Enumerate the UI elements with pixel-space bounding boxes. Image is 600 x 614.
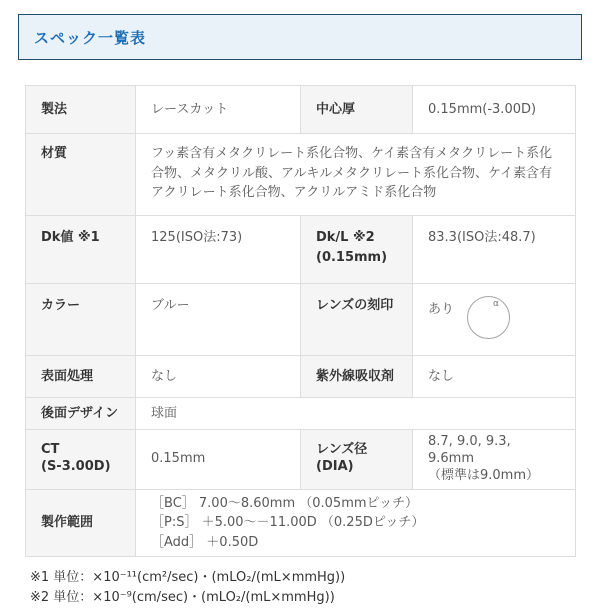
value-lens-diameter-line2: （標準は9.0mm） — [428, 467, 540, 483]
value-center-thickness: 0.15mm(-3.00D) — [413, 86, 576, 134]
footnote-2: ※2 単位：×10⁻⁹(cm/sec)・(mLO₂/(mL×mmHg)) — [30, 590, 335, 606]
engraving-alpha-mark: α — [493, 299, 499, 309]
label-center-thickness: 中心厚 — [301, 86, 413, 134]
label-back-surface-design: 後面デザイン — [26, 398, 136, 430]
value-manufacturing-method: レースカット — [136, 86, 301, 134]
page-title-bar — [18, 14, 582, 60]
spec-table — [25, 85, 576, 557]
value-surface-treatment: なし — [136, 356, 301, 398]
value-dk-l: 83.3(ISO法:48.7) — [413, 216, 576, 284]
label-ct-line1: CT — [41, 442, 60, 458]
label-manufacturing-method: 製法 — [26, 86, 136, 134]
value-material: フッ素含有メタクリレート系化合物、ケイ素含有メタクリレート系化合物、メタクリル酸、アルキルメタクリレート系化合物、ケイ素含有アクリレート系化合物、アクリルアミド系化合物 — [136, 134, 576, 216]
value-lens-diameter-line1: 8.7, 9.0, 9.3, 9.6mm — [428, 434, 511, 466]
row-ct — [26, 430, 576, 490]
label-ct — [26, 430, 136, 490]
label-production-range: 製作範囲 — [26, 489, 136, 557]
engraving-presence: あり — [428, 302, 455, 317]
value-dk-value: 125(ISO法:73) — [136, 216, 301, 284]
value-back-surface-design: 球面 — [136, 398, 576, 430]
label-ct-line2: (S-3.00D) — [41, 459, 111, 475]
production-range-add: ［Add］ ＋0.50D — [151, 534, 259, 550]
production-range-ps: ［P:S］ ＋5.00～－11.00D （0.25Dピッチ） — [151, 515, 425, 531]
row-manufacturing-method — [26, 86, 576, 134]
label-dk-l-line1: Dk/L ※2 — [316, 230, 375, 245]
footnotes — [30, 568, 600, 608]
label-material: 材質 — [26, 134, 136, 216]
value-ct: 0.15mm — [136, 430, 301, 490]
label-dk-l-line2: (0.15mm) — [316, 249, 388, 265]
value-production-range — [136, 489, 576, 557]
value-lens-diameter — [413, 430, 576, 490]
label-dk-value: Dk値 ※1 — [26, 216, 136, 284]
value-uv-absorber: なし — [413, 356, 576, 398]
label-color: カラー — [26, 284, 136, 356]
label-uv-absorber: 紫外線吸収剤 — [301, 356, 413, 398]
production-range-bc: ［BC］ 7.00～8.60mm （0.05mmピッチ） — [151, 495, 419, 511]
value-lens-engraving — [413, 284, 576, 356]
label-surface-treatment: 表面処理 — [26, 356, 136, 398]
row-back-surface-design — [26, 398, 576, 430]
label-dk-l — [301, 216, 413, 284]
lens-engraving-icon — [467, 296, 510, 339]
row-surface-treatment — [26, 356, 576, 398]
row-dk-value — [26, 216, 576, 284]
label-lens-engraving: レンズの刻印 — [301, 284, 413, 356]
row-material — [26, 134, 576, 216]
value-color: ブルー — [136, 284, 301, 356]
label-lens-diameter: レンズ径(DIA) — [301, 430, 413, 490]
row-color — [26, 284, 576, 356]
footnote-1: ※1 単位：×10⁻¹¹(cm²/sec)・(mLO₂/(mL×mmHg)) — [30, 570, 346, 586]
row-production-range — [26, 489, 576, 557]
page-title: スペック一覧表 — [34, 28, 147, 47]
